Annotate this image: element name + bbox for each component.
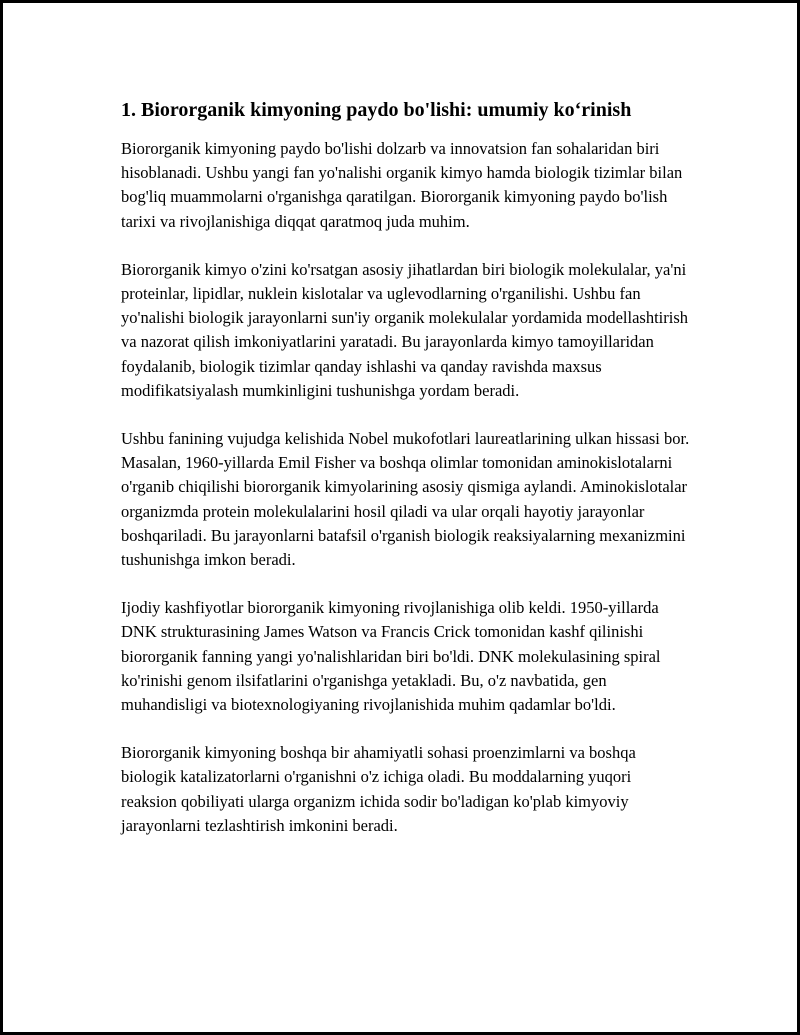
paragraph-4: Ijodiy kashfiyotlar biororganik kimyoning rivojlanishiga olib keldi. 1950-yillarda DNK strukturasining James Watson va Francis Crick tomonidan kashf qilinishi biororganik fanning yangi yo'nalishlaridan biri bo'ldi. DNK molekulasining spiral ko'rinishi genom ilsifatlarini o'rganishga yetakladi. Bu, o'z navbatida, gen muhandisligi va biotexnologiyaning rivojlanishida muhim qadamlar bo'ldi. — [121, 598, 661, 715]
document-body — [121, 97, 691, 862]
paragraph-5: Biororganik kimyoning boshqa bir ahamiyatli sohasi proenzimlarni va boshqa biologik katalizatorlarni o'rganishni o'z ichiga oladi. Bu moddalarning yuqori reaksion qobiliyati ularga organizm ichida sodir bo'ladigan ko'plab kimyoviy jarayonlarni tezlashtirish imkonini beradi. — [121, 743, 636, 835]
paragraph-2: Biororganik kimyo o'zini ko'rsatgan asosiy jihatlardan biri biologik molekulalar, ya'ni proteinlar, lipidlar, nuklein kislotalar va uglevodlarning o'rganilishi. Ushbu fan yo'nalishi biologik jarayonlarni sun'iy organik molekulalar yordamida modellashtirish va nazorat qilish imkoniyatlarini yaratadi. Bu jarayonlarda kimyo tamoyillaridan foydalanib, biologik tizimlar qanday ishlashi va qanday ravishda maxsus modifikatsiyalash mumkinligini tushunishga yordam beradi. — [121, 259, 688, 400]
section-title: 1. Biororganik kimyoning paydo bo'lishi: umumiy ko‘rinish — [121, 99, 632, 121]
paragraph-1: Biororganik kimyoning paydo bo'lishi dolzarb va innovatsion fan sohalaridan biri hisoblanadi. Ushbu yangi fan yo'nalishi organik kimyo hamda biologik tizimlar bilan bog'liq muammolarni o'rganishga qaratilgan. Biororganik kimyoning paydo bo'lish tarixi va rivojlanishiga diqqat qaratmoq juda muhim. — [121, 139, 683, 231]
paragraph-3: Ushbu fanining vujudga kelishida Nobel mukofotlari laureatlarining ulkan hissasi bor. Masalan, 1960-yillarda Emil Fisher va boshqa olimlar tomonidan aminokislotalarni o'rganib chiqilishi biororganik kimyolarining asosiy qismiga aylandi. Aminokislotalar organizmda protein molekulalarini hosil qiladi va ular orqali hayotiy jarayonlar boshqariladi. Bu jarayonlarni batafsil o'rganish biologik reaksiyalarning mexanizmini tushunishga imkon beradi. — [121, 429, 690, 570]
